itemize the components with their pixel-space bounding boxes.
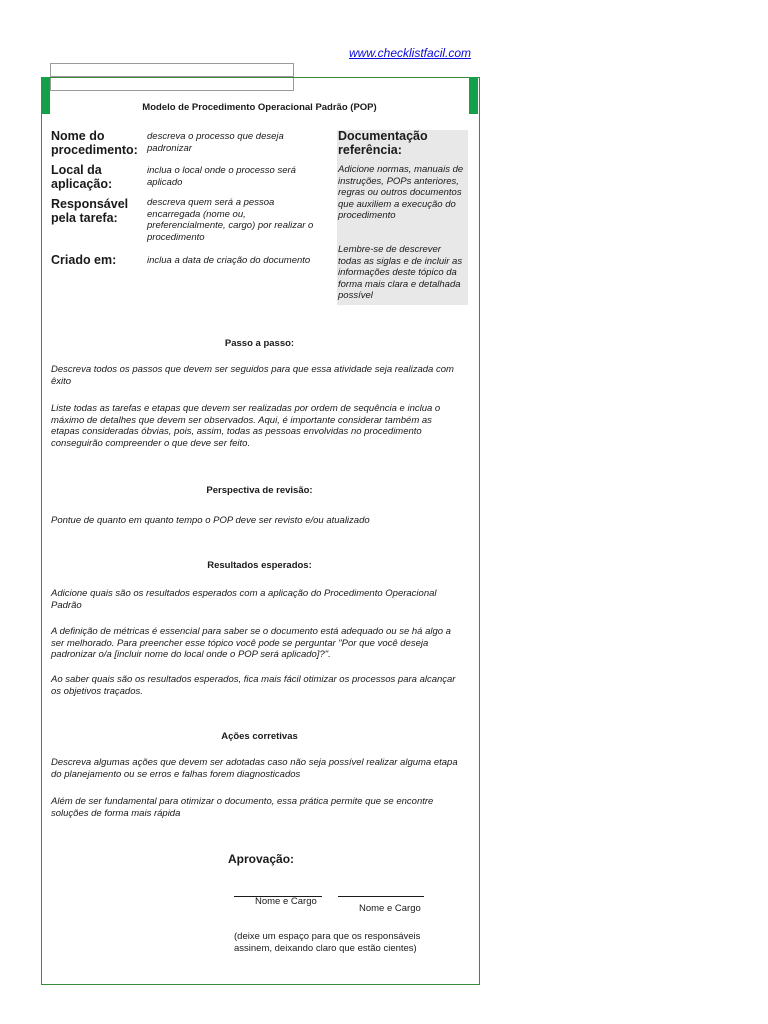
reference-title: Documentação referência: — [338, 129, 428, 157]
field-value-responsavel: descreva quem será a pessoa encarregada (nome ou, preferencialmente, cargo) por realizar o procedimento — [147, 197, 314, 243]
field-value-nome: descreva o processo que deseja padronizar — [147, 131, 284, 154]
signature-line-2 — [338, 896, 424, 897]
field-label-nome: Nome do procedimento: — [51, 129, 138, 157]
signature-label-2: Nome e Cargo — [359, 903, 421, 914]
resultados-paragraph-2: A definição de métricas é essencial para saber se o documento está adequado ou se há algo a ser melhorado. Para preencher esse tópico você pode se perguntar "Por que você deseja padronizar o/a [incluir nome do local onde o POP será aplicado]?". — [51, 626, 451, 660]
passo-paragraph-2: Liste todas as tarefas e etapas que devem ser realizadas por ordem de sequência e inclua o máximo de detalhes que devem ser observados. Aqui, é importante considerar também as etapas consideradas óbvias, pois, assim, todas as pessoas envolvidas no procedimento conseguirão compreender o que deve ser feito. — [51, 403, 441, 449]
approval-heading: Aprovação: — [228, 852, 295, 866]
reference-text-2: Lembre-se de descrever todas as siglas e de incluir as informações deste tópico da forma mais clara e detalhada possível — [338, 244, 463, 301]
website-link[interactable]: www.checklistfacil.com — [349, 46, 472, 60]
acoes-paragraph-1: Descreva algumas ações que devem ser adotadas caso não seja possível realizar alguma etapa do planejamento ou se erros e falhas forem diagnosticados — [51, 757, 458, 780]
revisao-paragraph-1: Pontue de quanto em quanto tempo o POP deve ser revisto e/ou atualizado — [51, 515, 370, 526]
acoes-paragraph-2: Além de ser fundamental para otimizar o documento, essa prática permite que se encontre soluções de forma mais rápida — [51, 796, 434, 819]
section-heading-acoes: Ações corretivas — [221, 731, 298, 742]
header-field-box-1 — [50, 63, 294, 77]
field-value-local: inclua o local onde o processo será aplicado — [147, 165, 296, 188]
section-heading-resultados: Resultados esperados: — [207, 560, 312, 571]
section-heading-revisao: Perspectiva de revisão: — [206, 485, 313, 496]
section-heading-passo: Passo a passo: — [224, 338, 295, 349]
signature-label-1: Nome e Cargo — [255, 896, 317, 907]
approval-note: (deixe um espaço para que os responsáveis assinem, deixando claro que estão cientes) — [234, 931, 421, 954]
resultados-paragraph-3: Ao saber quais são os resultados esperados, fica mais fácil otimizar os processos para alcançar os objetivos traçados. — [51, 674, 456, 697]
passo-paragraph-1: Descreva todos os passos que devem ser seguidos para que essa atividade seja realizada com êxito — [51, 364, 454, 387]
field-label-criado: Criado em: — [51, 253, 117, 267]
document-title: Modelo de Procedimento Operacional Padrão (POP) — [142, 102, 377, 113]
resultados-paragraph-1: Adicione quais são os resultados esperados com a aplicação do Procedimento Operacional Padrão — [51, 588, 437, 611]
field-label-local: Local da aplicação: — [51, 163, 113, 191]
reference-text-1: Adicione normas, manuais de instruções, POPs anteriores, regras ou outros documentos que auxiliem a execução do procedimento — [338, 164, 464, 221]
field-label-responsavel: Responsável pela tarefa: — [51, 197, 129, 225]
field-value-criado: inclua a data de criação do documento — [147, 255, 311, 266]
